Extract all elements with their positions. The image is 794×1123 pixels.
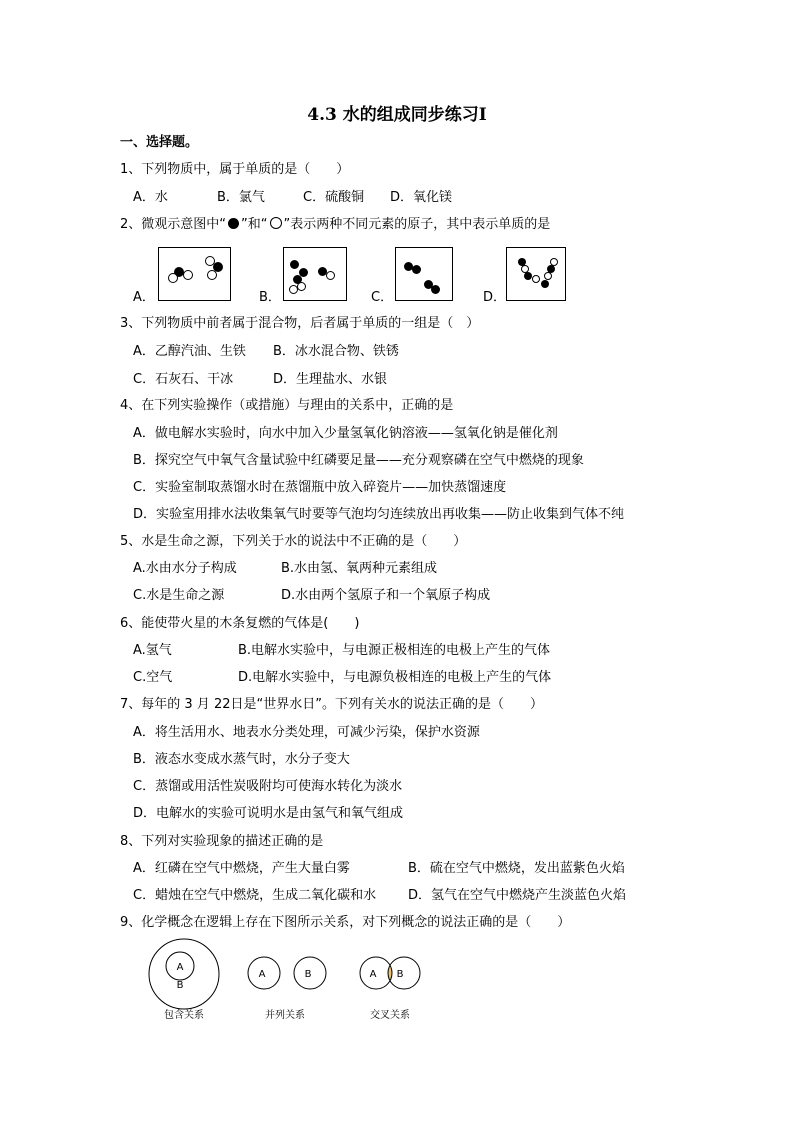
- inclusion-label-b: B: [176, 980, 184, 991]
- q8-option-a: A．红磷在空气中燃烧，产生大量白雾: [133, 861, 350, 876]
- q2-molecule-box-d: [506, 247, 566, 301]
- q1-option-d: D．氧化镁: [390, 190, 453, 205]
- black-atom-icon: [547, 265, 555, 273]
- q2-molecule-box-a: [158, 247, 231, 301]
- white-atom-icon: [532, 275, 540, 283]
- q2-option-c: C．: [371, 290, 394, 305]
- black-atom-icon: [228, 218, 239, 229]
- q4-option-b: B．探究空气中氧气含量试验中红磷要足量——充分观察磷在空气中燃烧的现象: [133, 453, 584, 468]
- inclusion-label-a: A: [176, 962, 184, 973]
- white-atom-icon: [207, 270, 217, 280]
- question-3-stem: 3、下列物质中前者属于混合物，后者属于单质的一组是（ ）: [120, 316, 480, 331]
- black-atom-icon: [524, 272, 532, 280]
- q5-option-c: C.水是生命之源: [133, 588, 225, 603]
- caption-inclusion: 包含关系: [164, 1010, 204, 1021]
- parallel-label-b: B: [304, 969, 312, 980]
- white-atom-icon: [270, 217, 282, 229]
- question-5-stem: 5、水是生命之源，下列关于水的说法中不正确的是（ ）: [120, 534, 467, 549]
- q6-option-c: C.空气: [133, 670, 173, 685]
- caption-parallel: 并列关系: [265, 1010, 305, 1021]
- q2-molecule-box-c: [395, 247, 453, 301]
- question-4-stem: 4、在下列实验操作（或措施）与理由的关系中，正确的是: [120, 398, 454, 413]
- black-atom-icon: [290, 260, 299, 269]
- question-1-stem: 1、下列物质中，属于单质的是（ ）: [120, 162, 350, 177]
- question-8-stem: 8、下列对实验现象的描述正确的是: [120, 834, 324, 849]
- question-7-stem: 7、每年的 3 月 22日是“世界水日”。下列有关水的说法正确的是（ ）: [120, 697, 543, 712]
- concept-relationship-diagram: [140, 938, 450, 1028]
- q3-option-d: D．生理盐水、水银: [273, 372, 388, 387]
- q1-option-c: C．硫酸铜: [303, 190, 365, 205]
- white-atom-icon: [183, 270, 193, 280]
- white-atom-icon: [544, 272, 552, 280]
- white-atom-icon: [168, 273, 178, 283]
- section-heading: 一、选择题。: [120, 135, 199, 150]
- q2-molecule-box-b: [283, 247, 347, 301]
- q2-option-d: D．: [483, 290, 507, 305]
- white-atom-icon: [550, 258, 558, 266]
- parallel-label-a: A: [258, 969, 266, 980]
- q6-option-a: A.氢气: [133, 643, 172, 658]
- q2-option-b: B．: [259, 290, 281, 305]
- q2-stem-part-3: ”表示两种不同元素的原子，其中表示单质的是: [283, 217, 551, 232]
- q1-option-a: A．水: [133, 190, 168, 205]
- white-atom-icon: [297, 282, 306, 291]
- black-atom-icon: [541, 280, 549, 288]
- q3-option-a: A．乙醇汽油、生铁: [133, 344, 246, 359]
- black-atom-icon: [431, 285, 440, 294]
- white-atom-icon: [326, 271, 335, 280]
- q5-option-d: D.水由两个氢原子和一个氧原子构成: [281, 588, 491, 603]
- q4-option-c: C．实验室制取蒸馏水时在蒸馏瓶中放入碎瓷片——加快蒸馏速度: [133, 480, 507, 495]
- intersect-circle-b: [388, 957, 420, 989]
- black-atom-icon: [412, 265, 421, 274]
- q3-option-b: B．冰水混合物、铁锈: [273, 344, 399, 359]
- q8-option-d: D．氢气在空气中燃烧产生淡蓝色火焰: [408, 888, 627, 903]
- q4-option-d: D．实验室用排水法收集氧气时要等气泡均匀连续放出再收集——防止收集到气体不纯: [133, 507, 625, 522]
- q7-option-b: B．液态水变成水蒸气时，水分子变大: [133, 752, 350, 767]
- question-9-stem: 9、化学概念在逻辑上存在下图所示关系，对下列概念的说法正确的是（ ）: [120, 915, 571, 930]
- caption-intersection: 交叉关系: [370, 1010, 410, 1021]
- q7-option-a: A．将生活用水、地表水分类处理，可减少污染，保护水资源: [133, 725, 480, 740]
- q7-option-d: D．电解水的实验可说明水是由氢气和氧气组成: [133, 806, 404, 821]
- q5-option-b: B.水由氢、氧两种元素组成: [281, 561, 438, 576]
- q3-option-c: C．石灰石、干冰: [133, 372, 234, 387]
- q4-option-a: A．做电解水实验时，向水中加入少量氢氧化钠溶液——氢氧化钠是催化剂: [133, 426, 558, 441]
- q5-option-a: A.水由水分子构成: [133, 561, 237, 576]
- outer-circle-b: [149, 939, 219, 1009]
- question-2-stem: [120, 217, 550, 233]
- q8-option-c: C．蜡烛在空气中燃烧，生成二氧化碳和水: [133, 888, 377, 903]
- q2-stem-part-2: ”和“: [241, 217, 268, 232]
- q6-option-d: D.电解水实验中，与电源负极相连的电极上产生的气体: [238, 670, 552, 685]
- q2-stem-part-1: 2、微观示意图中“: [120, 217, 227, 232]
- question-6-stem: 6、能使带火星的木条复燃的气体是( ): [120, 616, 360, 631]
- q8-option-b: B．硫在空气中燃烧，发出蓝紫色火焰: [408, 861, 625, 876]
- intersect-label-b: B: [396, 969, 404, 980]
- page-title: 4.3 水的组成同步练习Ⅰ: [307, 105, 487, 125]
- q6-option-b: B.电解水实验中，与电源正极相连的电极上产生的气体: [238, 643, 551, 658]
- q2-option-a: A．: [133, 290, 155, 305]
- q1-option-b: B．氯气: [217, 190, 265, 205]
- intersect-label-a: A: [369, 969, 377, 980]
- q7-option-c: C．蒸馏或用活性炭吸附均可使海水转化为淡水: [133, 779, 403, 794]
